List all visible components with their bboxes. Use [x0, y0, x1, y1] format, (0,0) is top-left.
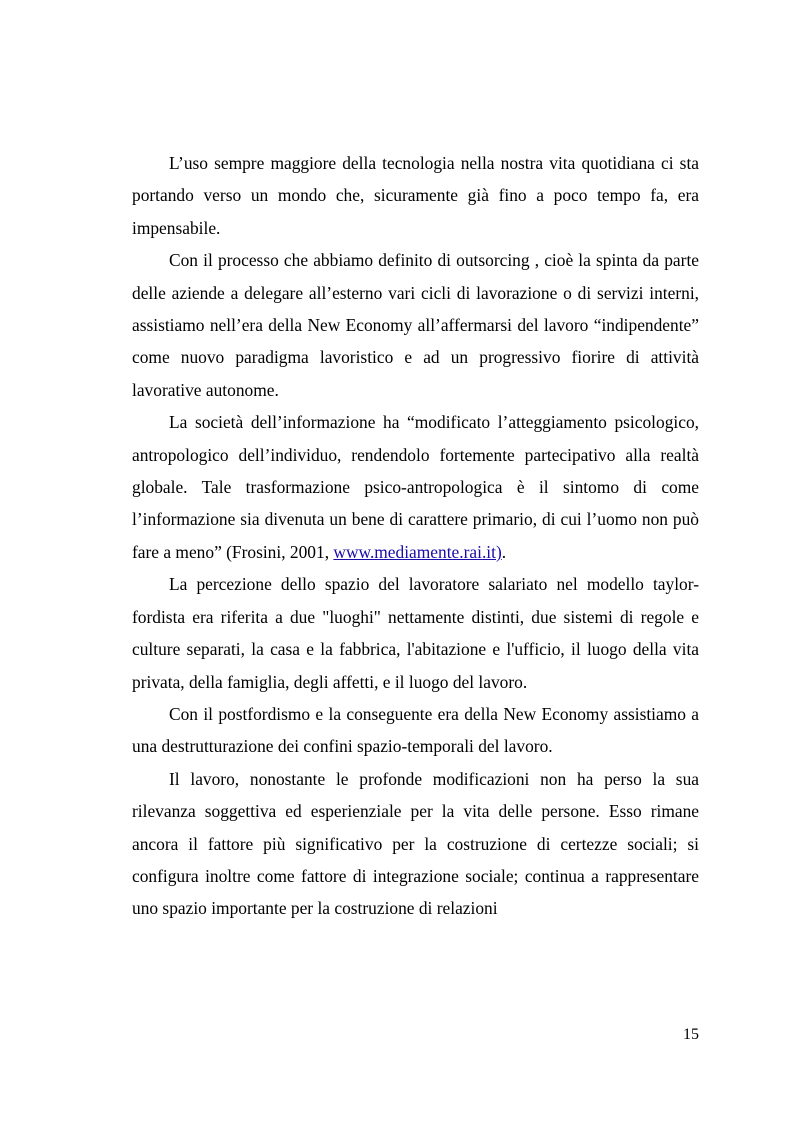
quote-end: .: [501, 541, 507, 562]
paragraph-taylor-fordism: La percezione dello spazio del lavoratore salariato nel modello taylor-fordista era riferita a due "luoghi" nettamente distinti, due sistemi di regole e culture separati, la casa e la fabbrica, l'abitazione e l'ufficio, il luogo della vita privata, della famiglia, degli affetti, e il luogo del lavoro.: [132, 574, 699, 692]
quote-text: La società dell’informazione ha “modificato l’atteggiamento psicologico, antropologico dell’individuo, rendendolo fortemente partecipativo alla realtà globale. Tale trasformazione psico-antropologica è il sintomo di come l’informazione sia divenuta un bene di carattere primario, di cui l’uomo non può fare a meno” (Frosini, 2001,: [132, 412, 699, 562]
paragraph-technology: L’uso sempre maggiore della tecnologia nella nostra vita quotidiana ci sta portando verso un mondo che, sicuramente già fino a poco tempo fa, era impensabile.: [132, 153, 699, 238]
mediamente-link[interactable]: www.mediamente.rai.it): [333, 541, 502, 562]
page-number: 15: [683, 1026, 699, 1043]
paragraph-postfordism: Con il postfordismo e la conseguente era della New Economy assistiamo a una destrutturazione dei confini spazio-temporali del lavoro.: [132, 703, 699, 757]
paragraph-work-relevance: Il lavoro, nonostante le profonde modificazioni non ha perso la sua rilevanza soggettiva ed esperienziale per la vita delle persone. Esso rimane ancora il fattore più significativo per la costruzione di certezze sociali; si configura inoltre come fattore di integrazione sociale; continua a rappresentare uno spazio importante per la costruzione di relazioni: [132, 768, 699, 919]
paragraph-information-society: [132, 406, 699, 568]
document-body: [132, 147, 699, 925]
paragraph-outsourcing: Con il processo che abbiamo definito di outsorcing , cioè la spinta da parte delle aziende a delegare all’esterno vari cicli di lavorazione o di servizi interni, assistiamo nell’era della New Economy all’affermarsi del lavoro “indipendente” come nuovo paradigma lavoristico e ad un progressivo fiorire di attività lavorative autonome.: [132, 250, 699, 400]
